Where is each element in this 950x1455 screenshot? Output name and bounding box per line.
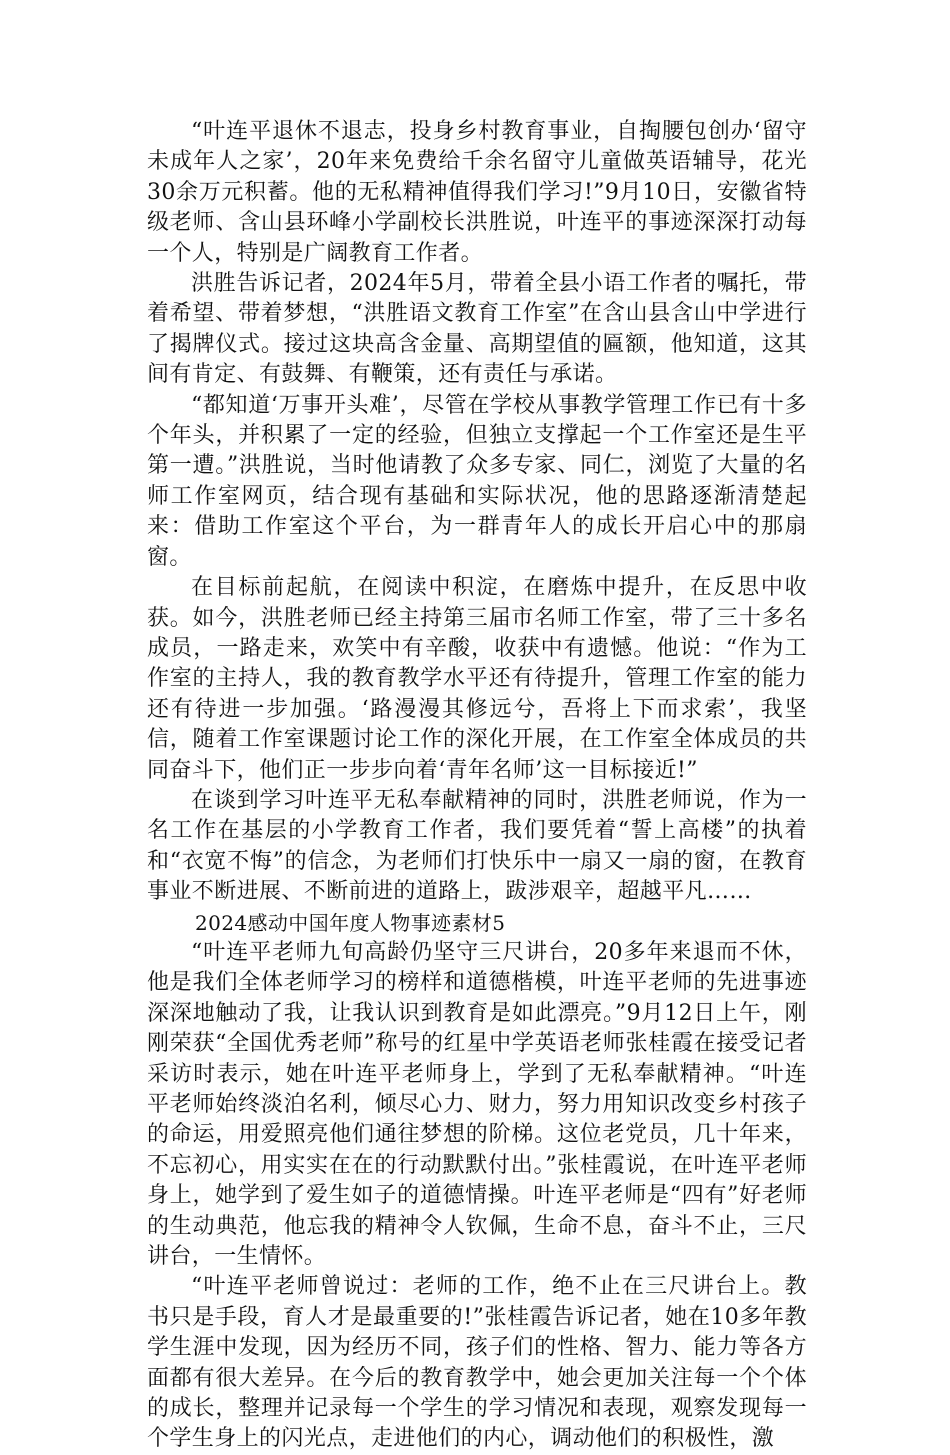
paragraph-ye-lianping-quote: “叶连平退休不退志，投身乡村教育事业，自掏腰包创办‘留守未成年人之家’，20年来免费给千余名留守儿童做英语辅导，花光30余万元积蓄。他的无私精神值得我们学习!”9月10日，安徽省特级老师、含山县环峰小学副校长洪胜说，叶连平的事迹深深打动每一个人，特别是广阔教育工作者。 (147, 119, 807, 266)
section-heading: 2024感动中国年度人物事迹素材5 (195, 910, 506, 935)
paragraph-education-approach: “叶连平老师曾说过：老师的工作，绝不止在三尺讲台上。教书只是手段，育人才是最重要的!”张桂霞告诉记者，她在10多年教学生涯中发现，因为经历不同，孩子们的性格、智力、能力等各方面都有很大差异。在今后的教育教学中，她会更加关注每一个个体的成长，整理并记录每一个学生的学习情况和表现，观察发现每一个学生身上的闪光点，走进他们的内心，调动他们的积极性，激 (147, 1274, 807, 1452)
paragraph-first-steps: “都知道‘万事开头难’，尽管在学校从事教学管理工作已有十多个年头，并积累了一定的经验，但独立支撑起一个工作室还是生平第一遭。”洪胜说，当时他请教了众多专家、同仁，浏览了大量的名师工作室网页，结合现有基础和实际状况，他的思路逐渐清楚起来：借助工作室这个平台，为一群青年人的成长开启心中的那扇窗。 (147, 392, 807, 570)
paragraph-studio-unveiling: 洪胜告诉记者，2024年5月，带着全县小语工作者的嘱托，带着希望、带着梦想，“洪胜语文教育工作室”在含山县含山中学进行了揭牌仪式。接过这块高含金量、高期望值的匾额，他知道，这其间有肯定、有鼓舞、有鞭策，还有责任与承诺。 (147, 271, 807, 388)
paragraph-third-studio: 在目标前起航，在阅读中积淀，在磨炼中提升，在反思中收获。如今，洪胜老师已经主持第三届市名师工作室，带了三十多名成员，一路走来，欢笑中有辛酸，收获中有遗憾。他说：“作为工作室的主持人，我的教育教学水平还有待提升，管理工作室的能力还有待进一步加强。‘路漫漫其修远兮，吾将上下而求索’，我坚信，随着工作室课题讨论工作的深化开展，在工作室全体成员的共同奋斗下，他们正一步步向着‘青年名师’这一目标接近!” (147, 575, 807, 783)
document-body (147, 117, 807, 1455)
paragraph-zhang-guixia-interview: “叶连平老师九旬高龄仍坚守三尺讲台，20多年来退而不休，他是我们全体老师学习的榜样和道德楷模，叶连平老师的先进事迹深深地触动了我，让我认识到教育是如此漂亮。”9月12日上午，刚刚荣获“全国优秀老师”称号的红星中学英语老师张桂霞在接受记者采访时表示，她在叶连平老师身上，学到了无私奉献精神。“叶连平老师始终淡泊名利，倾尽心力、财力，努力用知识改变乡村孩子的命运，用爱照亮他们通往梦想的阶梯。这位老党员，几十年来，不忘初心，用实实在在的行动默默付出。”张桂霞说，在叶连平老师身上，她学到了爱生如子的道德情操。叶连平老师是“四有”好老师的生动典范，他忘我的精神令人钦佩，生命不息，奋斗不止，三尺讲台，一生情怀。 (147, 939, 807, 1270)
paragraph-learning-spirit: 在谈到学习叶连平无私奉献精神的同时，洪胜老师说，作为一名工作在基层的小学教育工作者，我们要凭着“誓上高楼”的执着和“衣宽不悔”的信念，为老师们打快乐中一扇又一扇的窗，在教育事业不断进展、不断前进的道路上，跋涉艰辛，超越平凡…… (147, 787, 807, 905)
